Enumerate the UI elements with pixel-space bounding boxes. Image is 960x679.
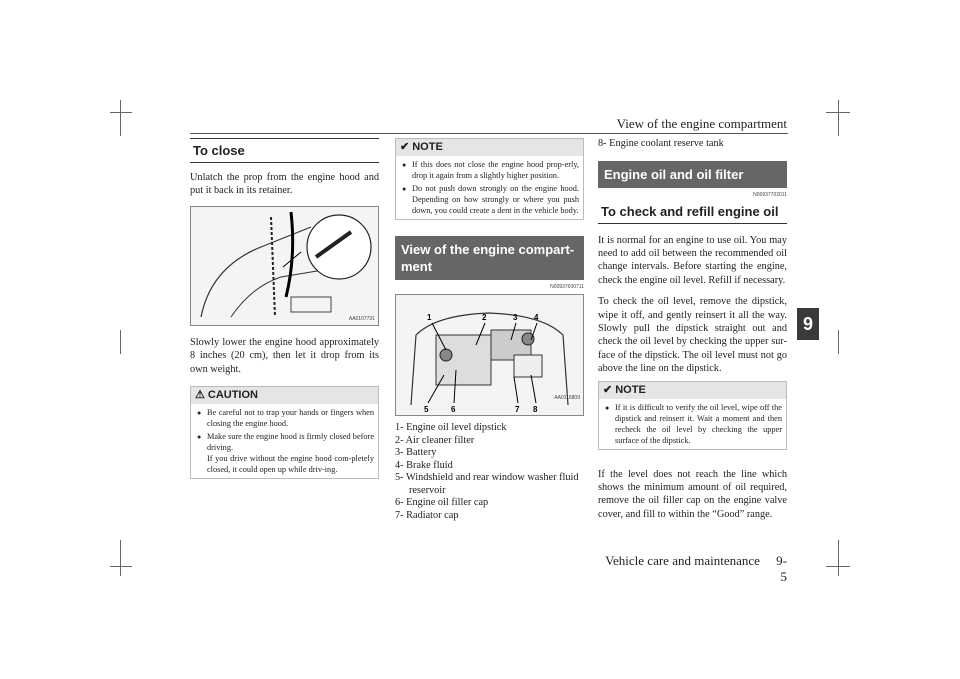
caution-header — [191, 387, 378, 404]
figure-code: AA0107731 — [348, 315, 375, 322]
warning-triangle-icon: ⚠ — [195, 389, 205, 402]
paragraph: Slowly lower the engine hood approximately 8 inches (20 cm), then let it drop from its own weight. — [190, 336, 379, 375]
callout-3: 3 — [513, 313, 518, 322]
section-heading-engine-oil: Engine oil and oil filter — [598, 161, 787, 188]
crop-mark — [110, 112, 132, 113]
crop-mark — [120, 100, 121, 136]
crop-mark — [826, 112, 850, 113]
header-rule — [190, 133, 788, 134]
hood-prop-drawing — [191, 207, 378, 325]
list-item: 1- Engine oil level dipstick — [395, 422, 507, 433]
document-code: N00937600711 — [550, 284, 584, 290]
document-code: N00937702011 — [753, 191, 787, 198]
callout-6: 6 — [451, 405, 456, 414]
page-header-title: View of the engine compartment — [616, 116, 787, 131]
note-list — [599, 402, 786, 446]
crop-mark — [838, 100, 839, 136]
note-header — [396, 139, 583, 156]
section-heading-engine-compartment: View of the engine compart-ment — [395, 236, 584, 280]
note-check-icon: ✔ — [603, 383, 613, 396]
list-item: 8- Engine coolant reserve tank — [598, 138, 724, 149]
section-heading-to-close: To close — [190, 138, 379, 163]
crop-mark — [120, 540, 121, 576]
footer-section: Vehicle care and maintenance — [605, 553, 760, 568]
callout-7: 7 — [515, 405, 520, 414]
paragraph: If the level does not reach the line which shows the minimum amount of oil required, remove the oil filler cap on the engine valve cover, and fill to within the “Good” range. — [598, 468, 787, 520]
footer-page-number: 9-5 — [776, 553, 787, 584]
list-item: 5- Windshield and rear window washer fluid reservoir — [395, 472, 579, 496]
note-check-icon: ✔ — [400, 141, 410, 153]
paragraph: To check the oil level, remove the dipstick, wipe it off, and gently reinsert it all the way. Slowly pull the dipstick straight out and check the oil level by checking the upper sur-face of the dipstick. The oil level must not go above the line on the dipstick. — [598, 296, 787, 375]
callout-8: 8 — [533, 405, 538, 414]
crop-mark — [110, 566, 132, 567]
engine-compartment-illustration — [395, 294, 584, 416]
note-item: ● If it is difficult to verify the oil level, wipe off the dipstick and reinsert it. Wait a moment and then recheck the oil level by checking the upper surface of the dipstick. — [615, 402, 782, 446]
chapter-tab: 9 — [797, 308, 819, 340]
component-list-continued — [598, 138, 787, 151]
caution-item: ● Be careful not to trap your hands or fingers when closing the engine hood. — [207, 407, 374, 429]
list-item: 3- Battery — [395, 447, 437, 458]
list-item: 2- Air cleaner filter — [395, 434, 475, 446]
column-2 — [395, 138, 584, 522]
callout-2: 2 — [482, 313, 487, 322]
callout-5: 5 — [424, 405, 429, 414]
column-1 — [190, 138, 379, 479]
crop-mark — [826, 566, 850, 567]
note-header — [599, 382, 786, 399]
caution-title: CAUTION — [207, 389, 258, 402]
figure-code: AA0116809 — [554, 395, 580, 401]
subsection-heading-check-oil: To check and refill engine oil — [598, 200, 787, 224]
callout-4: 4 — [534, 313, 539, 322]
list-item: 7- Radiator cap — [395, 509, 459, 521]
note-title: NOTE — [615, 383, 646, 396]
crop-mark — [120, 330, 121, 354]
note-box — [598, 381, 787, 450]
note-title: NOTE — [412, 141, 443, 153]
crop-mark — [838, 330, 839, 354]
caution-box — [190, 386, 379, 479]
note-item: ● Do not push down strongly on the engine hood. Depending on how strongly or where you push down, you could create a dent in the vehicle body. — [412, 183, 579, 216]
note-list — [396, 159, 583, 216]
caution-list — [191, 407, 378, 475]
note-item: ● If this does not close the engine hood prop-erly, drop it again from a slightly higher position. — [412, 159, 579, 181]
paragraph: Unlatch the prop from the engine hood and put it back in its retainer. — [190, 172, 379, 197]
callout-1: 1 — [427, 313, 432, 322]
crop-mark — [838, 540, 839, 576]
paragraph: It is normal for an engine to use oil. You may need to add oil between the recommended oil change intervals. Before starting the engine, check the engine oil level. Refill if necessary. — [598, 234, 787, 286]
caution-item: ● Make sure the engine hood is firmly closed before driving. If you drive without the engine hood com-pletely closed, it could open up while driv-ing. — [207, 431, 374, 475]
component-list — [395, 422, 584, 522]
hood-close-illustration — [190, 206, 379, 326]
list-item: 6- Engine oil filler cap — [395, 497, 489, 508]
page-footer — [600, 553, 787, 585]
list-item: 4- Brake fluid — [395, 459, 453, 471]
column-3 — [598, 138, 787, 521]
note-box — [395, 138, 584, 220]
